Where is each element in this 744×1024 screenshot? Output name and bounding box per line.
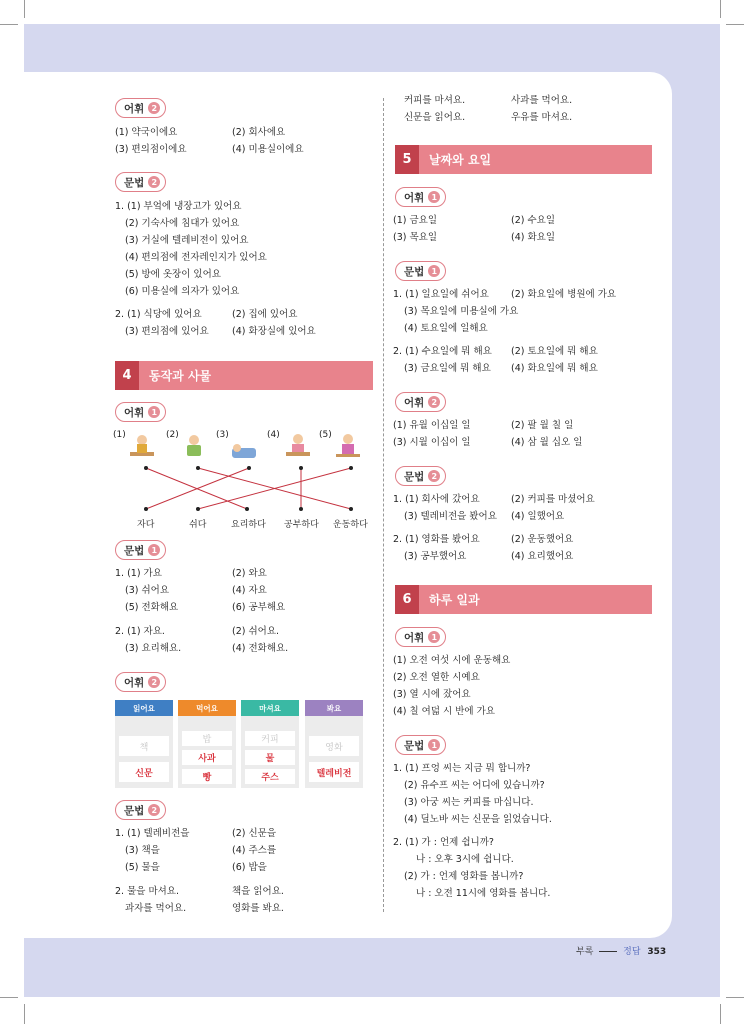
page-footer	[576, 944, 666, 957]
card-cell: 밥	[182, 731, 232, 746]
answer-item: (3) 공부했어요	[404, 551, 467, 562]
answer-item: (2) 집에 있어요	[232, 309, 298, 320]
card-cell: 커피	[245, 731, 295, 746]
answer-item: (4) 주스를	[232, 845, 277, 856]
vocab-badge	[115, 672, 166, 692]
answer-item: (3) 편의점이에요	[115, 144, 187, 155]
vocab-badge	[395, 187, 446, 207]
badge-title: 문법	[404, 739, 425, 752]
answer-item: (4) 삼 월 십오 일	[511, 437, 583, 448]
card-header: 마셔요	[241, 700, 299, 716]
picture-number: (5)	[319, 430, 332, 440]
answer-item: (2) 커피를 마셨어요	[511, 494, 595, 505]
card-cell: 텔레비전	[309, 762, 359, 782]
answer-item: 2. (1) 영화를 봤어요	[393, 534, 480, 545]
answer-item: (4) 편의점에 전자레인지가 있어요	[125, 252, 267, 263]
answer-item: (2) 쉬어요.	[232, 626, 280, 637]
answer-item: (3) 시월 이십이 일	[393, 437, 471, 448]
match-dot	[349, 466, 353, 470]
section-number: 4	[115, 361, 139, 390]
match-dot	[196, 507, 200, 511]
badge-title: 문법	[404, 265, 425, 278]
answer-item: (3) 책을	[125, 845, 160, 856]
grammar-badge	[395, 735, 446, 755]
answer-item: 2. (1) 가 : 언제 쉽니까?	[393, 837, 494, 848]
answer-item: (3) 거실에 텔레비전이 있어요	[125, 235, 249, 246]
answer-item: (4) 일했어요	[511, 511, 565, 522]
badge-title: 어휘	[404, 631, 425, 644]
badge-title: 문법	[124, 544, 145, 557]
answer-item: (4) 자요	[232, 585, 267, 596]
answer-item: (3) 편의점에 있어요	[125, 326, 209, 337]
card-cell: 빵	[182, 769, 232, 784]
answer-item: 1. (1) 회사에 갔어요	[393, 494, 480, 505]
answer-item: (2) 회사에요	[232, 127, 286, 138]
badge-number: 1	[428, 631, 440, 643]
answer-item: (2) 수요일	[511, 215, 556, 226]
answer-item: (1) 약국이에요	[115, 127, 178, 138]
badge-number: 1	[148, 544, 160, 556]
answer-item: (3) 목요일	[393, 232, 438, 243]
answer-item: (1) 금요일	[393, 215, 438, 226]
grammar-badge	[115, 540, 166, 560]
answer-item: 나 : 오전 11시에 영화를 봅니다.	[416, 888, 551, 899]
answer-item: (3) 열 시에 잤어요	[393, 689, 471, 700]
answer-item: (2) 기숙사에 침대가 있어요	[125, 218, 240, 229]
match-dot	[196, 466, 200, 470]
answer-item: (3) 텔레비전을 봤어요	[404, 511, 497, 522]
answer-item: 나 : 오후 3시에 쉽니다.	[416, 854, 514, 865]
answer-item: (3) 요리해요.	[125, 643, 182, 654]
answer-item: (2) 팔 월 칠 일	[511, 420, 574, 431]
badge-title: 문법	[124, 804, 145, 817]
section-number: 6	[395, 585, 419, 614]
badge-title: 어휘	[404, 396, 425, 409]
badge-title: 어휘	[124, 406, 145, 419]
badge-number: 1	[428, 739, 440, 751]
grammar-badge	[395, 261, 446, 281]
badge-number: 1	[148, 406, 160, 418]
answer-item: (4) 토요일에 일해요	[404, 323, 488, 334]
answer-item: (2) 유수프 씨는 어디에 있습니까?	[404, 780, 545, 791]
badge-number: 2	[148, 676, 160, 688]
vocab-badge	[395, 392, 446, 412]
answer-item: 2. 물을 마셔요.	[115, 886, 180, 897]
card-cell: 신문	[119, 762, 169, 782]
answer-item: (4) 화요일	[511, 232, 556, 243]
section-title: 하루 일과	[429, 593, 480, 607]
answer-item: (3) 쉬어요	[125, 585, 170, 596]
answer-item: 2. (1) 수요일에 뭐 해요	[393, 346, 492, 357]
match-dot	[144, 507, 148, 511]
answer-item: (2) 신문을	[232, 828, 277, 839]
badge-number: 2	[148, 176, 160, 188]
word-card	[178, 700, 236, 788]
answer-item: (4) 딜노바 씨는 신문을 읽었습니다.	[404, 814, 552, 825]
answer-item: (2) 운동했어요	[511, 534, 574, 545]
card-header: 먹어요	[178, 700, 236, 716]
badge-number: 2	[148, 804, 160, 816]
badge-number: 2	[148, 102, 160, 114]
section-number: 5	[395, 145, 419, 174]
match-word: 쉬다	[189, 520, 207, 530]
badge-number: 2	[428, 396, 440, 408]
badge-title: 어휘	[124, 102, 145, 115]
badge-title: 어휘	[404, 191, 425, 204]
answer-item: 1. (1) 텔레비전을	[115, 828, 190, 839]
badge-number: 1	[428, 191, 440, 203]
answer-item: 1. (1) 프엉 씨는 지금 뭐 합니까?	[393, 763, 531, 774]
answer-item: (5) 방에 옷장이 있어요	[125, 269, 221, 280]
answer-item: (4) 미용실이에요	[232, 144, 304, 155]
answer-item: (6) 미용실에 의자가 있어요	[125, 286, 240, 297]
match-word: 요리하다	[231, 520, 266, 530]
footer-rule	[599, 951, 617, 952]
word-card	[115, 700, 173, 788]
picture-number: (2)	[166, 430, 179, 440]
section-header-5	[395, 145, 652, 174]
badge-number: 1	[428, 265, 440, 277]
answer-item: 1. (1) 부엌에 냉장고가 있어요	[115, 201, 242, 212]
section-header-6	[395, 585, 652, 614]
badge-title: 문법	[124, 176, 145, 189]
answer-item: 신문을 읽어요.	[404, 112, 466, 123]
answer-item: (2) 오전 열한 시예요	[393, 672, 480, 683]
footer-label: 부록	[576, 947, 594, 957]
match-word: 운동하다	[333, 520, 368, 530]
answer-item: (1) 유월 이십일 일	[393, 420, 471, 431]
answer-item: (6) 밥을	[232, 862, 267, 873]
answer-item: (1) 오전 여섯 시에 운동해요	[393, 655, 511, 666]
answer-item: 과자를 먹어요.	[125, 903, 187, 914]
badge-number: 2	[428, 470, 440, 482]
answer-item: (2) 토요일에 뭐 해요	[511, 346, 598, 357]
answer-item: (2) 화요일에 병원에 가요	[511, 289, 617, 300]
answer-item: (5) 물을	[125, 862, 160, 873]
section-title: 동작과 사물	[149, 369, 212, 383]
answer-item: 영화를 봐요.	[232, 903, 284, 914]
card-cell: 사과	[182, 750, 232, 765]
grammar-badge	[395, 466, 446, 486]
answer-item: (3) 아궁 씨는 커피를 마십니다.	[404, 797, 534, 808]
match-dot	[299, 507, 303, 511]
answer-item: (4) 화장실에 있어요	[232, 326, 316, 337]
answer-item: (2) 가 : 언제 영화를 봅니까?	[404, 871, 524, 882]
badge-title: 어휘	[124, 676, 145, 689]
answer-item: (6) 공부해요	[232, 602, 286, 613]
match-dot	[299, 466, 303, 470]
answer-item: 2. (1) 자요.	[115, 626, 165, 637]
answer-item: 1. (1) 가요	[115, 568, 162, 579]
card-cell: 책	[119, 736, 169, 756]
card-cell: 영화	[309, 736, 359, 756]
answer-item: (4) 칠 여덟 시 반에 가요	[393, 706, 495, 717]
picture-number: (3)	[216, 430, 229, 440]
answer-item: (3) 금요일에 뭐 해요	[404, 363, 491, 374]
picture-number: (1)	[113, 430, 126, 440]
footer-answers: 정답	[623, 947, 641, 957]
card-header: 읽어요	[115, 700, 173, 716]
word-card	[305, 700, 363, 788]
match-word: 공부하다	[284, 520, 319, 530]
badge-title: 문법	[404, 470, 425, 483]
card-cell: 물	[245, 750, 295, 765]
vocab-badge	[395, 627, 446, 647]
match-word: 자다	[137, 520, 155, 530]
card-header: 봐요	[305, 700, 363, 716]
grammar-badge	[115, 800, 166, 820]
match-dot	[349, 507, 353, 511]
answer-item: 1. (1) 일요일에 쉬어요	[393, 289, 489, 300]
picture-number: (4)	[267, 430, 280, 440]
answer-item: 2. (1) 식당에 있어요	[115, 309, 202, 320]
answer-item: (4) 전화해요.	[232, 643, 289, 654]
answer-item: (4) 요리했어요	[511, 551, 574, 562]
card-cell: 주스	[245, 769, 295, 784]
answer-item: 사과를 먹어요.	[511, 95, 573, 106]
answer-item: (4) 화요일에 뭐 해요	[511, 363, 598, 374]
word-card	[241, 700, 299, 788]
answer-item: (5) 전화해요	[125, 602, 179, 613]
answer-item: (3) 목요일에 미용실에 가요	[404, 306, 519, 317]
answer-item: 커피를 마셔요.	[404, 95, 466, 106]
match-dot	[245, 507, 249, 511]
section-title: 날짜와 요일	[429, 153, 492, 167]
answer-item: (2) 와요	[232, 568, 267, 579]
page-number: 353	[647, 947, 667, 957]
match-dot	[247, 466, 251, 470]
answer-item: 책을 읽어요.	[232, 886, 284, 897]
answer-item: 우유를 마셔요.	[511, 112, 573, 123]
match-dot	[144, 466, 148, 470]
